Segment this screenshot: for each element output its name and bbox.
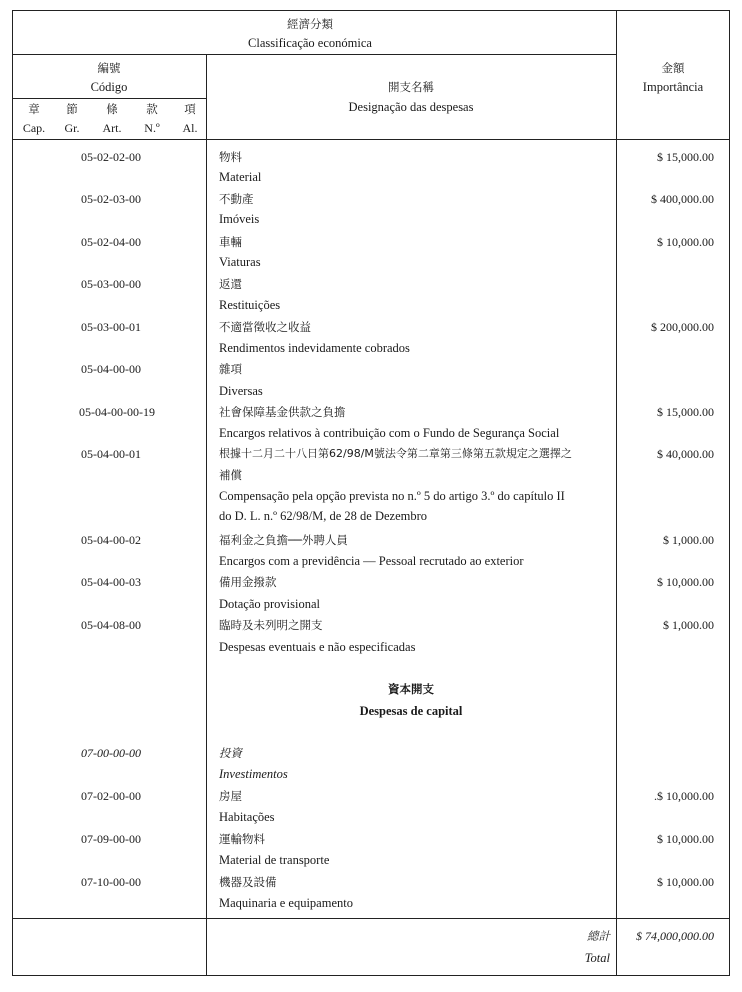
row-code: 05-04-00-00 <box>81 362 141 376</box>
code-column-divider <box>206 54 207 976</box>
row-designation-pt: Imóveis <box>219 212 260 226</box>
subcol-art-zh: 條 <box>106 102 118 116</box>
row-amount: $ 10,000.00 <box>657 235 714 249</box>
row-designation-zh: 房屋 <box>219 789 242 803</box>
row-amount: $ 400,000.00 <box>651 192 714 206</box>
row-code: 05-04-00-03 <box>81 575 141 589</box>
row-code: 05-03-00-01 <box>81 320 141 334</box>
row-amount: $ 40,000.00 <box>657 447 714 461</box>
row-code: 05-02-04-00 <box>81 235 141 249</box>
subcol-art-pt: Art. <box>102 121 122 135</box>
row-designation-zh: 機器及設備 <box>219 875 277 889</box>
row-code: 07-10-00-00 <box>81 875 141 889</box>
subcol-al-zh: 項 <box>184 102 196 116</box>
row-designation-zh: 投資 <box>219 746 242 760</box>
row-designation-pt: Diversas <box>219 384 263 398</box>
row-designation-zh: 車輛 <box>219 235 242 249</box>
subcol-no-zh: 款 <box>146 102 158 116</box>
row-code: 05-04-00-02 <box>81 533 141 547</box>
row-code: 07-00-00-00 <box>81 746 141 760</box>
row-code: 05-04-00-01 <box>81 447 141 461</box>
header-bottom-divider <box>12 139 730 140</box>
classification-header-divider <box>12 54 616 55</box>
row-designation-zh: 返還 <box>219 277 242 291</box>
total-label-pt: Total <box>584 951 610 965</box>
subcol-cap-pt: Cap. <box>22 121 46 135</box>
row-designation-zh: 不適當徵收之收益 <box>219 320 311 334</box>
row-designation-pt: Maquinaria e equipamento <box>219 896 353 910</box>
section-title-pt: Despesas de capital <box>359 704 463 718</box>
row-amount: $ 10,000.00 <box>657 832 714 846</box>
row-designation-pt: Despesas eventuais e não especificadas <box>219 640 416 654</box>
row-amount: .$ 10,000.00 <box>654 789 714 803</box>
row-designation-zh: 不動產 <box>219 192 254 206</box>
row-designation-pt: Restituições <box>219 298 281 312</box>
classification-title-pt: Classificação económica <box>248 36 372 50</box>
subcol-gr-zh: 節 <box>66 102 78 116</box>
row-designation-zh: 根據十二月二十八日第62/98/M號法令第二章第三條第五款規定之選擇之 <box>219 447 572 460</box>
subcol-al-pt: Al. <box>182 121 198 135</box>
row-code: 07-02-00-00 <box>81 789 141 803</box>
row-code: 07-09-00-00 <box>81 832 141 846</box>
row-amount: $ 200,000.00 <box>651 320 714 334</box>
amount-header-zh: 金額 <box>661 61 685 75</box>
designation-header-zh: 開支名稱 <box>388 80 434 94</box>
row-designation-zh-cont: 補償 <box>219 468 242 482</box>
row-amount: $ 10,000.00 <box>657 575 714 589</box>
subcol-no-pt: N.º <box>144 121 160 135</box>
row-amount: $ 1,000.00 <box>663 533 714 547</box>
row-designation-zh: 物料 <box>219 150 242 164</box>
row-designation-pt: Encargos relativos à contribuição com o Fundo de Segurança Social <box>219 426 560 440</box>
row-code: 05-04-00-00-19 <box>79 405 155 419</box>
row-amount: $ 10,000.00 <box>657 875 714 889</box>
row-code: 05-02-03-00 <box>81 192 141 206</box>
row-code: 05-04-08-00 <box>81 618 141 632</box>
section-title-zh: 資本開支 <box>388 682 434 696</box>
row-designation-pt: Investimentos <box>219 767 288 781</box>
code-subheader-divider <box>12 98 206 99</box>
row-amount: $ 1,000.00 <box>663 618 714 632</box>
total-row-divider <box>12 918 730 919</box>
row-designation-zh: 雜項 <box>219 362 242 376</box>
row-designation-zh: 臨時及未列明之開支 <box>219 618 323 632</box>
row-designation-pt: Rendimentos indevidamente cobrados <box>219 341 410 355</box>
subcol-gr-pt: Gr. <box>64 121 80 135</box>
row-designation-pt: Material de transporte <box>219 853 330 867</box>
row-designation-zh: 備用金撥款 <box>219 575 277 589</box>
row-designation-pt: Material <box>219 170 262 184</box>
row-designation-zh: 福利金之負擔──外聘人員 <box>219 533 348 547</box>
row-designation-pt-cont: do D. L. n.º 62/98/M, de 28 de Dezembro <box>219 509 428 523</box>
row-code: 05-02-02-00 <box>81 150 141 164</box>
row-code: 05-03-00-00 <box>81 277 141 291</box>
code-header-pt: Código <box>90 80 128 94</box>
classification-title-zh: 經濟分類 <box>287 17 333 31</box>
row-designation-pt: Viaturas <box>219 255 261 269</box>
subcol-cap-zh: 章 <box>28 102 40 116</box>
row-designation-pt: Habitações <box>219 810 275 824</box>
designation-header-pt: Designação das despesas <box>348 100 474 114</box>
row-designation-pt: Compensação pela opção prevista no n.º 5 do artigo 3.º do capítulo II <box>219 489 565 503</box>
total-label-zh: 總計 <box>587 929 610 943</box>
code-header-zh: 編號 <box>97 61 121 75</box>
row-designation-zh: 社會保障基金供款之負擔 <box>219 405 346 419</box>
row-designation-pt: Encargos com a previdência — Pessoal recrutado ao exterior <box>219 554 524 568</box>
row-designation-zh: 運輸物料 <box>219 832 265 846</box>
row-amount: $ 15,000.00 <box>657 405 714 419</box>
total-amount: $ 74,000,000.00 <box>636 929 714 943</box>
amount-column-divider <box>616 10 617 976</box>
row-amount: $ 15,000.00 <box>657 150 714 164</box>
row-designation-pt: Dotação provisional <box>219 597 321 611</box>
amount-header-pt: Importância <box>642 80 704 94</box>
